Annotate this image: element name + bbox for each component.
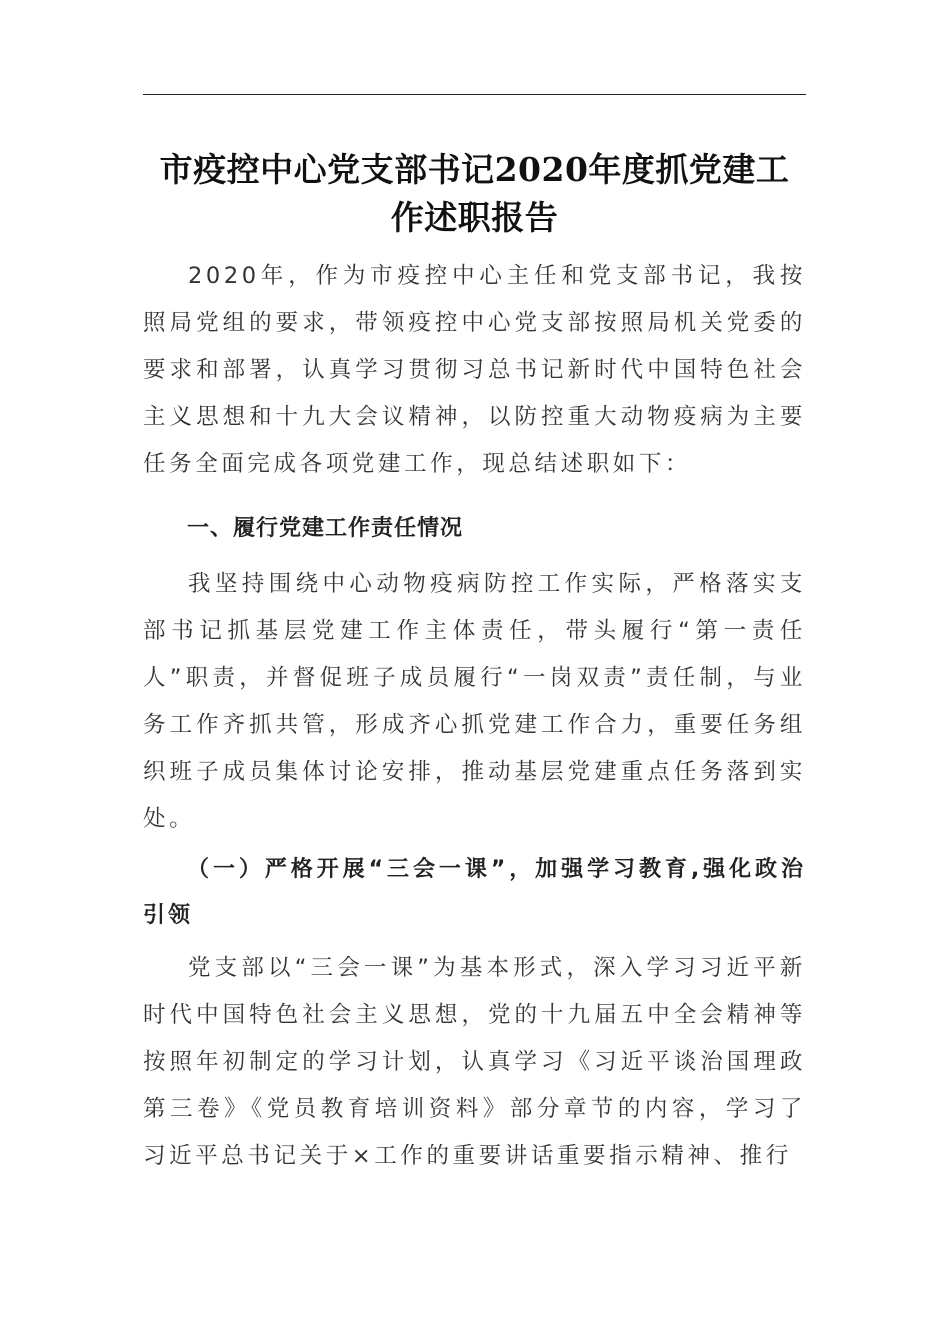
section-paragraph: 我坚持围绕中心动物疫病防控工作实际，严格落实支部书记抓基层党建工作主体责任，带头履行“第一责任人”职责，并督促班子成员履行“一岗双责”责任制，与业务工作齐抓共管，形成齐心抓党建工作合力，重要任务组织班子成员集体讨论安排，推动基层党建重点任务落到实处。 (143, 571, 806, 832)
document-title: 市疫控中心党支部书记2020年度抓党建工作述职报告 (159, 150, 790, 238)
subsection-heading: （一）严格开展“三会一课”，加强学习教育,强化政治引领 (143, 857, 806, 928)
subsection-paragraph: 党支部以“三会一课”为基本形式，深入学习习近平新时代中国特色社会主义思想，党的十九届五中全会精神等按照年初制定的学习计划，认真学习《习近平谈治国理政第三卷》《党员教育培训资料》部分章节的内容，学习了习近平总书记关于×工作的重要讲话重要指示精神、推行 (143, 955, 806, 1169)
section-heading: 一、履行党建工作责任情况 (187, 516, 464, 541)
intro-paragraph: 2020年，作为市疫控中心主任和党支部书记，我按照局党组的要求，带领疫控中心党支部按照局机关党委的要求和部署，认真学习贯彻习总书记新时代中国特色社会主义思想和十九大会议精神，以防控重大动物疫病为主要任务全面完成各项党建工作，现总结述职如下： (143, 263, 806, 477)
header-rule (143, 94, 806, 95)
document-body (143, 253, 806, 1180)
